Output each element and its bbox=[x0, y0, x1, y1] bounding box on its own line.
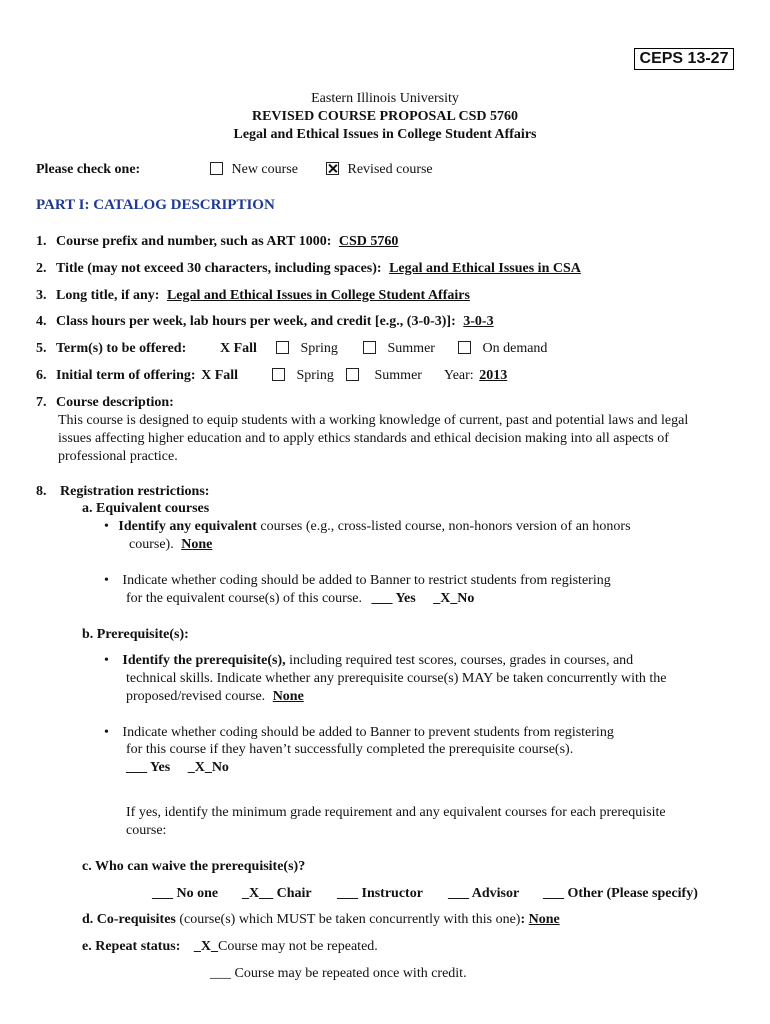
check-one-label: Please check one: bbox=[36, 162, 141, 177]
spring-label: Spring bbox=[300, 341, 338, 356]
document-code-tag: CEPS 13-27 bbox=[634, 48, 734, 70]
prereq-no: _X_No bbox=[187, 760, 229, 775]
item-6-year bbox=[444, 368, 507, 384]
waive-heading: c. Who can waive the prerequisite(s)? bbox=[82, 859, 306, 874]
item-2-value: Legal and Ethical Issues in CSA bbox=[389, 261, 581, 276]
item-3-number: 3. bbox=[36, 288, 47, 303]
repeat-option-1: Course may not be repeated. bbox=[218, 939, 378, 954]
equivalent-yes: ___ Yes bbox=[371, 591, 416, 606]
waive-instructor: ___ Instructor bbox=[337, 886, 423, 901]
item-3 bbox=[36, 288, 470, 304]
equivalent-bullet-1-bold: Identify any equivalent bbox=[118, 519, 257, 534]
new-course-checkbox[interactable] bbox=[210, 162, 223, 175]
repeat-option-2: ___ Course may be repeated once with credit. bbox=[210, 966, 467, 981]
item-1 bbox=[36, 234, 398, 250]
spring-checkbox[interactable] bbox=[276, 341, 289, 354]
initial-spring-checkbox[interactable] bbox=[272, 368, 285, 381]
prereq-yes-no bbox=[126, 760, 229, 776]
bullet-icon: • bbox=[104, 725, 109, 740]
part1-heading: PART I: CATALOG DESCRIPTION bbox=[36, 197, 275, 213]
item-4-value: 3-0-3 bbox=[463, 314, 494, 329]
bullet-icon: • bbox=[104, 519, 109, 534]
item-3-value: Legal and Ethical Issues in College Student Affairs bbox=[166, 288, 470, 303]
year-value: 2013 bbox=[479, 368, 508, 383]
corequisites-colon: : bbox=[520, 912, 526, 927]
item-5 bbox=[36, 341, 186, 357]
waive-advisor: ___ Advisor bbox=[448, 886, 520, 901]
item-1-value: CSD 5760 bbox=[338, 234, 399, 249]
revised-course-label: Revised course bbox=[347, 162, 433, 177]
item-5-fall: X Fall bbox=[220, 341, 257, 356]
revised-course-option[interactable] bbox=[326, 162, 433, 178]
item-1-number: 1. bbox=[36, 234, 47, 249]
item-6-fall: X Fall bbox=[201, 368, 239, 383]
item-6-summer-option[interactable] bbox=[346, 368, 422, 384]
waive-no-one: ___ No one bbox=[152, 886, 219, 901]
item-5-label: Term(s) to be offered: bbox=[56, 341, 187, 356]
course-description: This course is designed to equip students with a working knowledge of current, past and potential laws and legal issues affecting higher education and to apply ethics standards and ethical decision making into all aspects of professional practice. bbox=[58, 413, 689, 464]
prereq-bullet-2-text: Indicate whether coding should be added to Banner to prevent students from registering bbox=[122, 725, 614, 740]
course-title: Legal and Ethical Issues in College Student Affairs bbox=[233, 127, 537, 142]
item-1-label: Course prefix and number, such as ART 1000: bbox=[56, 234, 332, 249]
repeat-status bbox=[82, 939, 378, 955]
equivalent-courses-heading: a. Equivalent courses bbox=[82, 501, 210, 516]
corequisites-text: (course(s) which MUST be taken concurrently with this one) bbox=[179, 912, 521, 927]
bullet-icon: • bbox=[104, 573, 109, 588]
on-demand-checkbox[interactable] bbox=[458, 341, 471, 354]
repeat-status-heading: e. Repeat status: bbox=[82, 939, 181, 954]
on-demand-label: On demand bbox=[482, 341, 548, 356]
item-2-number: 2. bbox=[36, 261, 47, 276]
prereq-note-line1: If yes, identify the minimum grade requirement and any equivalent courses for each prerequisite bbox=[126, 805, 666, 820]
item-5-summer-option[interactable] bbox=[363, 341, 435, 357]
summer-checkbox[interactable] bbox=[363, 341, 376, 354]
prereq-bullet-1-line3-text: proposed/revised course. bbox=[126, 689, 266, 704]
item-2-label: Title (may not exceed 30 characters, including spaces): bbox=[56, 261, 382, 276]
proposal-title: REVISED COURSE PROPOSAL CSD 5760 bbox=[251, 109, 519, 124]
prereq-value: None bbox=[272, 689, 304, 704]
year-label: Year: bbox=[444, 368, 474, 383]
item-8-label: Registration restrictions: bbox=[60, 484, 210, 499]
corequisites-value: None bbox=[528, 912, 560, 927]
item-6-label: Initial term of offering: bbox=[56, 368, 196, 383]
bullet-icon: • bbox=[104, 653, 109, 668]
item-2 bbox=[36, 261, 581, 277]
item-5-on-demand-option[interactable] bbox=[458, 341, 547, 357]
equivalent-bullet-2 bbox=[104, 573, 611, 589]
equivalent-bullet-1 bbox=[104, 519, 631, 535]
equivalent-bullet-1-line2-text: course). bbox=[129, 537, 174, 552]
item-8-number: 8. bbox=[36, 484, 47, 499]
prereq-note-line2: course: bbox=[126, 823, 167, 838]
prereq-bullet-1-line3 bbox=[126, 689, 304, 705]
item-4-number: 4. bbox=[36, 314, 47, 329]
prereq-bullet-1-bold: Identify the prerequisite(s), bbox=[122, 653, 286, 668]
prereq-bullet-1-line2: technical skills. Indicate whether any prerequisite course(s) MAY be taken concurrently with the bbox=[126, 671, 667, 686]
prerequisites-heading: b. Prerequisite(s): bbox=[82, 627, 189, 642]
item-7 bbox=[36, 395, 174, 411]
waive-chair: _X__ Chair bbox=[242, 886, 312, 901]
item-7-label: Course description: bbox=[56, 395, 174, 410]
new-course-option[interactable] bbox=[210, 162, 298, 178]
equivalent-bullet-2-line2-text: for the equivalent course(s) of this course. bbox=[126, 591, 362, 606]
item-8 bbox=[36, 484, 209, 500]
initial-summer-checkbox[interactable] bbox=[346, 368, 359, 381]
equivalent-no: _X_No bbox=[433, 591, 475, 606]
repeat-option-1-mark: _X_ bbox=[193, 939, 218, 954]
item-6 bbox=[36, 368, 238, 384]
prereq-bullet-2-line2: for this course if they haven’t successfully completed the prerequisite course(s). bbox=[126, 742, 574, 757]
item-3-label: Long title, if any: bbox=[56, 288, 160, 303]
equivalent-bullet-2-line2 bbox=[126, 591, 474, 607]
equivalent-bullet-1-line2 bbox=[129, 537, 212, 553]
initial-summer-label: Summer bbox=[374, 368, 422, 383]
item-6-spring-option[interactable] bbox=[272, 368, 334, 384]
prereq-bullet-1 bbox=[104, 653, 633, 669]
prereq-bullet-1-text: including required test scores, courses, grades in courses, and bbox=[289, 653, 634, 668]
university-name: Eastern Illinois University bbox=[311, 91, 459, 106]
equivalent-bullet-1-text: courses (e.g., cross-listed course, non-honors version of an honors bbox=[260, 519, 631, 534]
item-4-label: Class hours per week, lab hours per week, and credit [e.g., (3-0-3)]: bbox=[56, 314, 456, 329]
prereq-yes: ___ Yes bbox=[126, 760, 171, 775]
item-5-spring-option[interactable] bbox=[276, 341, 338, 357]
initial-spring-label: Spring bbox=[296, 368, 334, 383]
corequisites-heading: d. Co-requisites bbox=[82, 912, 176, 927]
item-7-number: 7. bbox=[36, 395, 47, 410]
item-5-number: 5. bbox=[36, 341, 47, 356]
prereq-bullet-2 bbox=[104, 725, 614, 741]
equivalent-value: None bbox=[181, 537, 213, 552]
item-4 bbox=[36, 314, 494, 330]
equivalent-bullet-2-text: Indicate whether coding should be added to Banner to restrict students from registering bbox=[122, 573, 611, 588]
revised-course-checkbox[interactable] bbox=[326, 162, 339, 175]
item-6-number: 6. bbox=[36, 368, 47, 383]
corequisites bbox=[82, 912, 560, 928]
summer-label: Summer bbox=[387, 341, 435, 356]
new-course-label: New course bbox=[231, 162, 298, 177]
waive-other: ___ Other (Please specify) bbox=[543, 886, 698, 901]
